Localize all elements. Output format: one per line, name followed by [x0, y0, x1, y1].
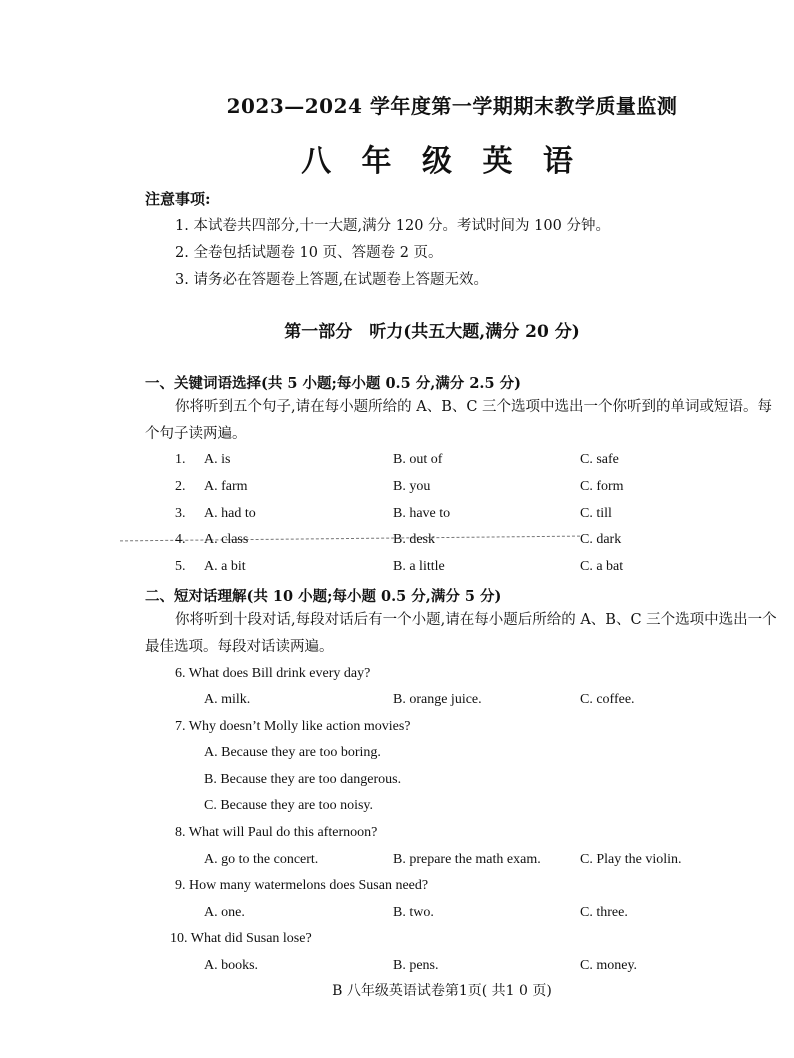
- option-c: C. form: [580, 479, 624, 494]
- option-c: C. till: [580, 506, 612, 521]
- exam-title: 2023—2024 学年度第一学期期末教学质量监测: [226, 94, 678, 118]
- question-text: 6. What does Bill drink every day?: [175, 666, 371, 681]
- question-number: 3.: [175, 506, 186, 521]
- option-b: B. pens.: [393, 958, 439, 973]
- note-item: 3. 请务必在答题卷上答题,在试题卷上答题无效。: [175, 272, 489, 288]
- option-b: B. out of: [393, 452, 443, 467]
- option-b: B. you: [393, 479, 431, 494]
- option-b: B. desk: [393, 532, 435, 547]
- option-c: C. dark: [580, 532, 622, 547]
- question-text: 9. How many watermelons does Susan need?: [175, 878, 429, 893]
- option-b: B. a little: [393, 559, 445, 574]
- option-a: A. go to the concert.: [204, 852, 319, 867]
- option-a: A. a bit: [204, 559, 246, 574]
- question-number: 5.: [175, 559, 186, 574]
- option-a: A. books.: [204, 958, 259, 973]
- section2-instruction: 你将听到十段对话,每段对话后有一个小题,请在每小题后所给的 A、B、C 三个选项中选出一个最佳选项。每段对话读两遍。: [145, 612, 777, 655]
- option-a: A. had to: [204, 506, 256, 521]
- question-number: 2.: [175, 479, 186, 494]
- question-row: [0, 958, 794, 980]
- question-number: 4.: [175, 532, 186, 547]
- option-a: A. class: [204, 532, 249, 547]
- option-c: C. a bat: [580, 559, 624, 574]
- question-text: 8. What will Paul do this afternoon?: [175, 825, 378, 840]
- option-a: A. milk.: [204, 692, 251, 707]
- question-text: 7. Why doesn’t Molly like action movies?: [175, 719, 411, 734]
- option-c: C. coffee.: [580, 692, 635, 707]
- option-b: B. two.: [393, 905, 434, 920]
- part1-heading: 第一部分 听力(共五大题,满分 20 分): [284, 322, 580, 342]
- note-item: 2. 全卷包括试题卷 10 页、答题卷 2 页。: [175, 245, 443, 261]
- section1-instruction: 你将听到五个句子,请在每小题所给的 A、B、C 三个选项中选出一个你听到的单词或短语。每个句子读两遍。: [145, 399, 773, 442]
- option-c: C. safe: [580, 452, 619, 467]
- question-text: 10. What did Susan lose?: [170, 931, 312, 946]
- question-row: [0, 905, 794, 927]
- question-row: [0, 452, 794, 474]
- option-b: B. Because they are too dangerous.: [204, 772, 402, 787]
- option-c: C. three.: [580, 905, 628, 920]
- option-a: A. Because they are too boring.: [204, 745, 381, 760]
- page-footer: B 八年级英语试卷第1页( 共1 0 页): [332, 983, 552, 999]
- option-c: C. money.: [580, 958, 638, 973]
- option-a: A. one.: [204, 905, 245, 920]
- option-c: C. Because they are too noisy.: [204, 798, 373, 813]
- exam-subject: 八 年 级 英 语: [301, 144, 583, 179]
- option-b: B. orange juice.: [393, 692, 482, 707]
- note-item: 1. 本试卷共四部分,十一大题,满分 120 分。考试时间为 100 分钟。: [175, 218, 610, 234]
- option-b: B. have to: [393, 506, 451, 521]
- notes-heading: 注意事项:: [145, 190, 211, 208]
- question-number: 1.: [175, 452, 186, 467]
- question-row: [0, 559, 794, 581]
- option-a: A. is: [204, 452, 231, 467]
- question-row: [0, 692, 794, 714]
- option-a: A. farm: [204, 479, 248, 494]
- question-row: [0, 479, 794, 501]
- section1-heading: 一、关键词语选择(共 5 小题;每小题 0.5 分,满分 2.5 分): [145, 375, 521, 392]
- question-row: [0, 532, 794, 554]
- question-row: [0, 506, 794, 528]
- option-b: B. prepare the math exam.: [393, 852, 541, 867]
- section2-heading: 二、短对话理解(共 10 小题;每小题 0.5 分,满分 5 分): [145, 588, 502, 605]
- question-row: [0, 852, 794, 874]
- option-c: C. Play the violin.: [580, 852, 682, 867]
